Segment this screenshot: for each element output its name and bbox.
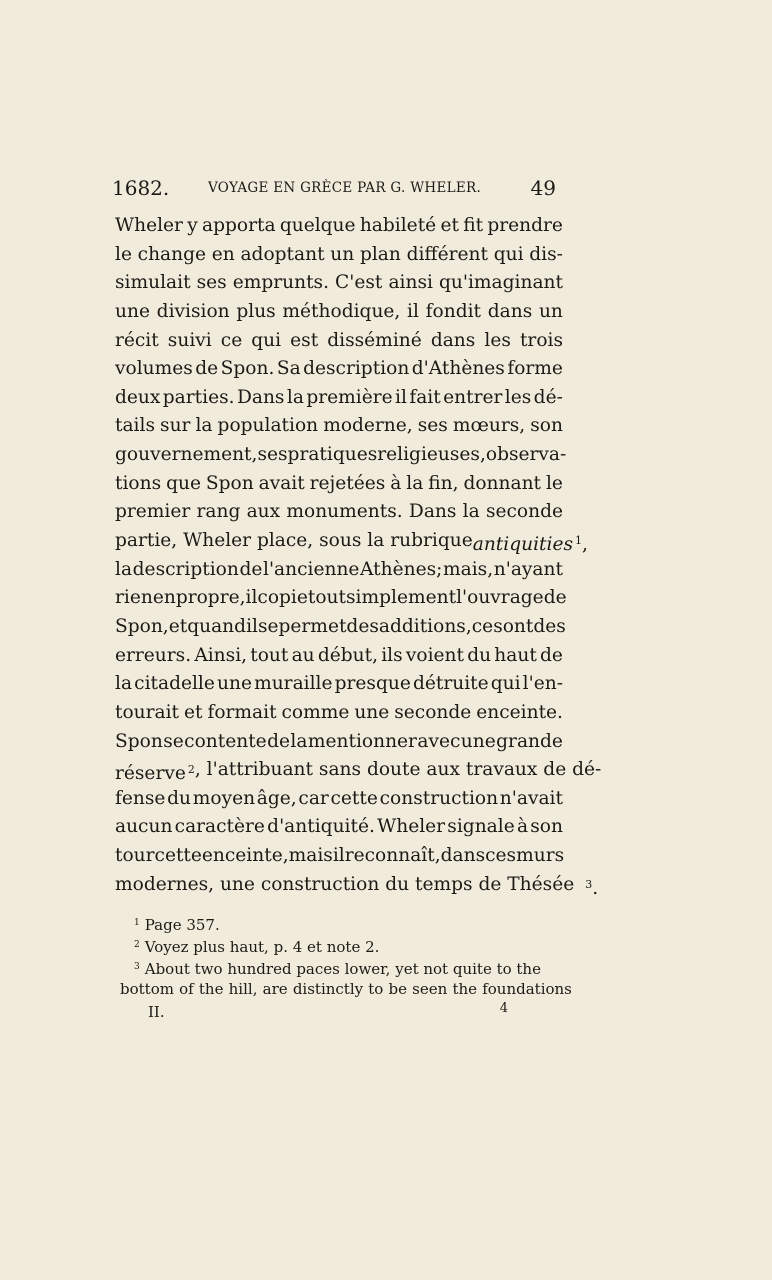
word: un [330,243,355,265]
word: hill, [228,980,258,998]
word: méthodique, [282,300,401,322]
word: dans [430,329,476,351]
word: Spon. [220,358,275,380]
text-line [115,241,563,270]
word: prendre [487,215,563,236]
word: des [533,615,566,637]
footnote [134,934,572,956]
word: ils [381,644,403,666]
text-line [115,212,563,241]
word: are [262,980,288,998]
footnote-ref[interactable]: 3 [585,877,593,891]
word: erreurs. [115,644,192,666]
text-line [115,384,563,413]
word: n'ayant [493,558,563,580]
word: mais, [443,558,494,580]
word: avait [258,472,305,494]
word: voient [405,644,464,666]
word: une [217,673,252,695]
word: be [388,980,407,998]
word: entrer [443,386,503,408]
word: foundations [482,980,572,998]
text-line [115,842,563,871]
word: fense [115,787,166,809]
word: l'ouvrage [456,587,544,609]
text-line [115,728,563,757]
word: il [246,615,258,637]
text-line [115,412,563,441]
word: Wheler [377,816,446,838]
text-line [115,470,563,499]
word: car [298,787,329,809]
word: description [303,358,410,380]
word: seconde [485,501,563,523]
word: la [462,501,480,523]
word: sont [493,615,534,637]
footnote-mark: 2 [134,940,140,950]
word: dé- [533,386,563,408]
word: la [115,673,133,695]
word: propre, [175,587,246,609]
word: signale [447,816,515,838]
word: seconde [394,701,472,723]
word: ces [485,845,517,867]
word: deux [115,386,161,408]
word: muraille [254,673,333,695]
volume-mark: II. [148,1003,165,1021]
word: sur [160,415,191,437]
word: en [152,587,176,609]
word: aux [246,501,281,523]
word: disséminé [327,329,422,351]
word: rejetées [309,472,386,494]
word: mœurs, [452,415,526,437]
word: fondit [425,300,482,322]
word: à [516,816,529,838]
text-line [115,556,563,585]
word: division [156,300,230,322]
running-header [112,176,558,202]
text-line [115,441,567,470]
word: de [540,644,563,666]
word: détruite [412,673,489,695]
text-line [115,642,563,671]
word: quand [187,615,247,637]
word: il [332,845,345,867]
text-line [115,756,602,785]
word: Athènes; [360,558,443,580]
word: additions, [378,615,472,637]
word: pratiques [287,444,378,466]
word: bottom [120,980,174,998]
text-line [115,813,563,842]
word: fin, [428,472,459,494]
word: une [354,701,390,723]
word: moderne, [323,415,413,437]
word: qu'imaginant [438,272,563,294]
word: habileté [359,215,437,236]
word: les [484,329,511,351]
word: reconnaît, [344,845,441,867]
word: en [211,243,235,265]
word: ce [220,329,243,351]
word: change [137,243,207,265]
word: et [440,215,459,236]
word: le [115,243,132,265]
word: son [530,415,563,437]
footnote [134,912,572,934]
word: ses [257,444,288,466]
word: l'ancienne [263,558,360,580]
word: emprunts. [232,272,330,294]
word: Sa [276,358,301,380]
word: moyen [192,787,256,809]
word: monuments. [286,501,403,523]
word: donnant [463,472,542,494]
word: simulait [115,272,191,294]
word: ainsi [388,272,433,294]
word: qui [251,329,282,351]
word: à [390,472,402,494]
text-line [115,613,566,642]
word: y [187,215,198,236]
word: son [530,816,563,838]
word: Spon [115,730,163,752]
word: au [291,644,315,666]
word: rang [196,501,241,523]
word: citadelle [134,673,215,695]
header-title: VOYAGE EN GRÈCE PAR G. WHELER. [208,180,482,196]
word: que [166,472,201,494]
footnote-ref[interactable]: 2 [187,763,195,777]
word: différent [406,243,488,265]
word: Spon [205,472,254,494]
word: ses [196,272,227,294]
footnote-mark: 1 [134,918,140,928]
word: parties. [162,386,235,408]
word: trois [519,329,563,351]
word: caractère [174,816,265,838]
word: qui [490,673,521,695]
word: ses [417,415,448,437]
word: quelque [279,215,356,236]
word: la [286,386,304,408]
word: the [198,980,224,998]
word: comme [281,701,350,723]
word: simplement [346,587,457,609]
word: tout [250,644,289,666]
text-line [115,699,563,728]
word: C'est [335,272,383,294]
word: tions [115,472,162,494]
word: dis- [529,243,563,265]
word: fit [463,215,484,236]
word: et [184,701,203,723]
word: premier [115,501,191,523]
word: se [163,730,184,752]
text-line [115,327,563,356]
word: formait [207,701,277,723]
word: dans [440,845,486,867]
word: apporta [202,215,276,236]
word: Wheler [115,215,183,236]
word: haut [494,644,537,666]
page-number: 49 [530,176,556,200]
word: Dans [408,501,457,523]
word: âge, [256,787,297,809]
word: du [167,787,192,809]
footnote-mark: 3 [134,962,140,972]
footnote-continuation [120,978,572,1000]
word: forme [507,358,563,380]
word: aucun [115,816,173,838]
text-line [115,785,563,814]
footnote-text: Voyez plus haut, p. 4 et note 2. [144,938,380,956]
footnotes [120,912,572,1000]
body-text [115,212,602,899]
word: to [368,980,384,998]
text-line [115,498,563,527]
word: enceinte, [201,845,289,867]
word: première [306,386,393,408]
word: cette [154,845,202,867]
printer-signature [148,1003,508,1021]
text-line: modernes, une construction du temps de Thésée $^3$. [115,871,563,900]
word: of [179,980,194,998]
word: le [545,472,563,494]
word: volumes [115,358,193,380]
word: Ainsi, [194,644,248,666]
word: fait [409,386,441,408]
word: de [239,558,263,580]
word: religieuses, [377,444,486,466]
word: tour [115,845,155,867]
text-line [115,670,563,699]
word: avec [417,730,461,752]
footnote-text: About two hundred paces lower, yet not quite to the [144,960,541,978]
word: copie [257,587,308,609]
word: dans [487,300,533,322]
line-text: , l'attribuant sans doute aux travaux de dé- [194,759,602,781]
word: adoptant [240,243,325,265]
word: tails [115,415,155,437]
word: seen [412,980,448,998]
text-line [115,269,563,298]
word: mentionner [307,730,417,752]
word: il [407,300,419,322]
word: d'Athènes [411,358,505,380]
footnote [134,956,572,978]
line-text: partie, Wheler place, sous la rubrique [115,530,473,552]
text-line [115,298,563,327]
word: des [346,615,379,637]
word: rien [115,587,153,609]
word: et [168,615,188,637]
word: qui [493,243,524,265]
word: la [406,472,424,494]
word: de [543,587,567,609]
word: grande [496,730,563,752]
word: les [504,386,532,408]
line-start: réserve $^2$ [115,763,195,785]
word: il [245,587,258,609]
word: contente [184,730,267,752]
footnote-text: Page 357. [144,916,220,934]
word: permet [278,615,347,637]
word: la [195,415,213,437]
word: the [452,980,478,998]
word: enceinte. [476,701,563,723]
word: tourait [115,701,180,723]
word: murs [516,845,565,867]
text-line [115,584,567,613]
word: il [395,386,407,408]
word: n'avait [499,787,563,809]
word: plus [236,300,276,322]
word: la [290,730,308,752]
word: ce [471,615,494,637]
word: observa- [485,444,567,466]
italic-term: antiquities $^1$, [472,534,588,556]
word: suivi [167,329,212,351]
word: population [217,415,319,437]
line-text: modernes, une construction du temps de Thésée [115,873,575,895]
word: du [467,644,492,666]
word: l'en- [522,673,563,695]
word: tout [307,587,347,609]
word: mais [288,845,333,867]
word: d'antiquité. [267,816,375,838]
word: se [257,615,279,637]
footnote-ref[interactable]: 1 [575,534,583,548]
header-year: 1682. [112,176,170,200]
word: Dans [236,386,285,408]
word: description [132,558,239,580]
text-line [115,355,563,384]
word: récit [115,329,159,351]
word: est [290,329,319,351]
word: presque [334,673,411,695]
word: une [460,730,496,752]
word: Spon, [115,615,169,637]
word: distinctly [292,980,364,998]
word: gouvernement, [115,444,258,466]
word: une [115,300,150,322]
text-line [115,527,588,556]
word: cette [330,787,378,809]
word: la [115,558,133,580]
sheet-mark: 4 [499,1001,508,1016]
word: de [195,358,219,380]
word: de [267,730,291,752]
word: construction [379,787,499,809]
word: un [538,300,563,322]
word: plan [359,243,401,265]
word: début, [317,644,379,666]
